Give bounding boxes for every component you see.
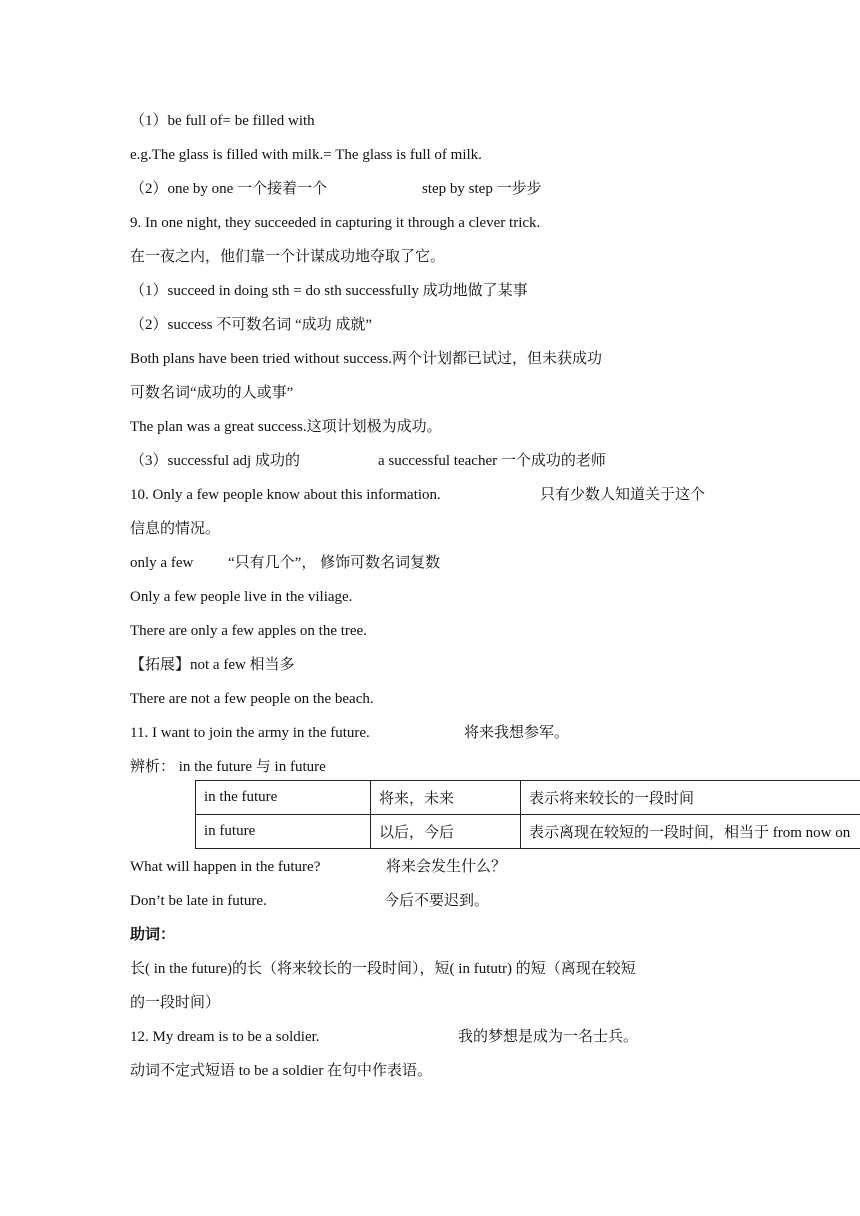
text-segment: 今后不要迟到。	[384, 893, 490, 909]
text-line	[130, 857, 830, 877]
text-line	[130, 891, 830, 911]
text-line	[130, 179, 830, 199]
text-segment: 10. Only a few people know about this information.	[130, 487, 441, 503]
text-line	[130, 451, 830, 471]
table-row	[196, 815, 860, 849]
text-line	[130, 553, 830, 573]
table-cell: 将来，未来	[371, 781, 521, 815]
text-line: （1）be full of= be filled with	[130, 113, 315, 129]
text-segment: Don’t be late in future.	[130, 893, 267, 909]
text-segment: only a few	[130, 555, 194, 571]
text-line: e.g.The glass is filled with milk.= The glass is full of milk.	[130, 147, 482, 163]
text-line: 动词不定式短语 to be a soldier 在句中作表语。	[130, 1063, 433, 1079]
text-line: There are not a few people on the beach.	[130, 691, 374, 707]
text-line: 信息的情况。	[130, 521, 221, 537]
table-cell: in future	[196, 815, 371, 849]
text-line: 【拓展】not a few 相当多	[130, 657, 295, 673]
text-segment: step by step 一步步	[422, 181, 542, 197]
table-row	[196, 781, 860, 815]
section-heading: 助词：	[130, 927, 176, 943]
text-line: 在一夜之内，他们靠一个计谋成功地夺取了它。	[130, 249, 446, 265]
text-segment: （2）one by one 一个接着一个	[130, 181, 328, 197]
text-line: （1）succeed in doing sth = do sth successfully 成功地做了某事	[130, 283, 528, 299]
text-segment: a successful teacher 一个成功的老师	[378, 453, 606, 469]
text-line: Only a few people live in the viliage.	[130, 589, 353, 605]
text-segment: 11. I want to join the army in the future.	[130, 725, 370, 741]
text-line	[130, 1027, 830, 1047]
text-line: 辨析： in the future 与 in future	[130, 759, 326, 775]
text-line: 长( in the future)的长（将来较长的一段时间），短( in fututr) 的短（离现在较短	[130, 961, 636, 977]
table-cell: 表示离现在较短的一段时间，相当于 from now on	[521, 815, 860, 849]
text-line: 9. In one night, they succeeded in capturing it through a clever trick.	[130, 215, 541, 231]
text-segment: 12. My dream is to be a soldier.	[130, 1029, 320, 1045]
text-line: 的一段时间）	[130, 995, 221, 1011]
text-segment: “只有几个”， 修饰可数名词复数	[228, 555, 441, 571]
text-line: There are only a few apples on the tree.	[130, 623, 367, 639]
text-segment: What will happen in the future?	[130, 859, 321, 875]
text-line: The plan was a great success.这项计划极为成功。	[130, 419, 442, 435]
text-line	[130, 485, 830, 505]
table-cell: 表示将来较长的一段时间	[521, 781, 860, 815]
text-line: Both plans have been tried without success.两个计划都已试过，但未获成功	[130, 351, 603, 367]
text-segment: 我的梦想是成为一名士兵。	[458, 1029, 639, 1045]
text-line: （2）success 不可数名词 “成功 成就”	[130, 317, 373, 333]
comparison-table	[195, 780, 860, 849]
text-line: 可数名词“成功的人或事”	[130, 385, 294, 401]
text-segment: 只有少数人知道关于这个	[540, 487, 706, 503]
text-line	[130, 723, 830, 743]
table-cell: 以后，今后	[371, 815, 521, 849]
text-segment: 将来我想参军。	[464, 725, 570, 741]
table-cell: in the future	[196, 781, 371, 815]
text-segment: 将来会发生什么？	[386, 859, 507, 875]
text-segment: （3）successful adj 成功的	[130, 453, 300, 469]
